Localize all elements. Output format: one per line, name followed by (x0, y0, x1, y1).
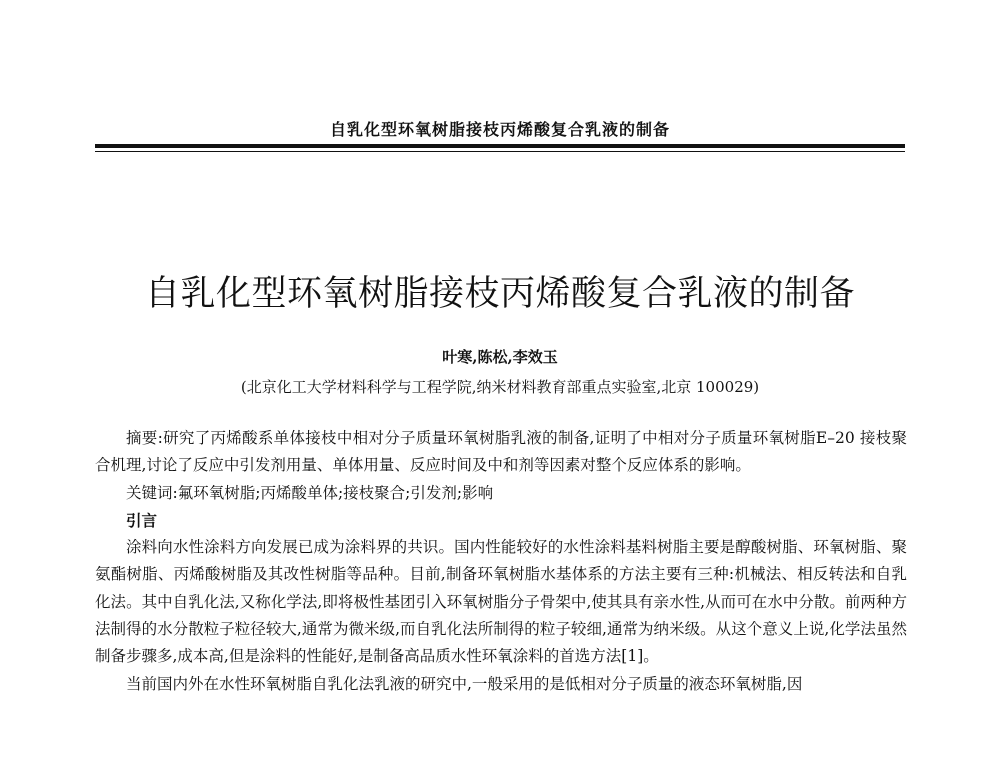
paper-title: 自乳化型环氧树脂接枝丙烯酸复合乳液的制备 (144, 274, 855, 314)
header-rule-thin (95, 151, 905, 152)
section-heading-introduction: 引言 (126, 510, 158, 530)
abstract: 摘要:研究了丙烯酸系单体接枝中相对分子质量环氧树脂乳液的制备,证明了中相对分子质量环氧树脂E–20 接枝聚合机理,讨论了反应中引发剂用量、单体用量、反应时间及中和剂等因素对整个反应体系的影响。 (95, 429, 907, 475)
body-text (95, 425, 907, 698)
header-rule-thick (95, 144, 905, 148)
authors: 叶寒,陈松,李效玉 (442, 348, 558, 366)
affiliation: (北京化工大学材料科学与工程学院,纳米材料教育部重点实验室,北京 100029) (240, 378, 760, 396)
intro-paragraph: 涂料向水性涂料方向发展已成为涂料界的共识。国内性能较好的水性涂料基料树脂主要是醇酸树脂、环氧树脂、聚氨酯树脂、丙烯酸树脂及其改性树脂等品种。目前,制备环氧树脂水基体系的方法主要有三种:机械法、相反转法和自乳化法。其中自乳化法,又称化学法,即将极性基团引入环氧树脂分子骨架中,使其具有亲水性,从而可在水中分散。前两种方法制得的水分散粒子粒径较大,通常为微米级,而自乳化法所制得的粒子较细,通常为纳米级。从这个意义上说,化学法虽然制备步骤多,成本高,但是涂料的性能好,是制备高品质水性环氧涂料的首选方法[1]。 (95, 538, 907, 666)
running-header: 自乳化型环氧树脂接枝丙烯酸复合乳液的制备 (329, 120, 670, 139)
intro-paragraph: 当前国内外在水性环氧树脂自乳化法乳液的研究中,一般采用的是低相对分子质量的液态环氧树脂,因 (126, 674, 803, 693)
keywords: 关键词:氟环氧树脂;丙烯酸单体;接枝聚合;引发剂;影响 (126, 483, 494, 502)
